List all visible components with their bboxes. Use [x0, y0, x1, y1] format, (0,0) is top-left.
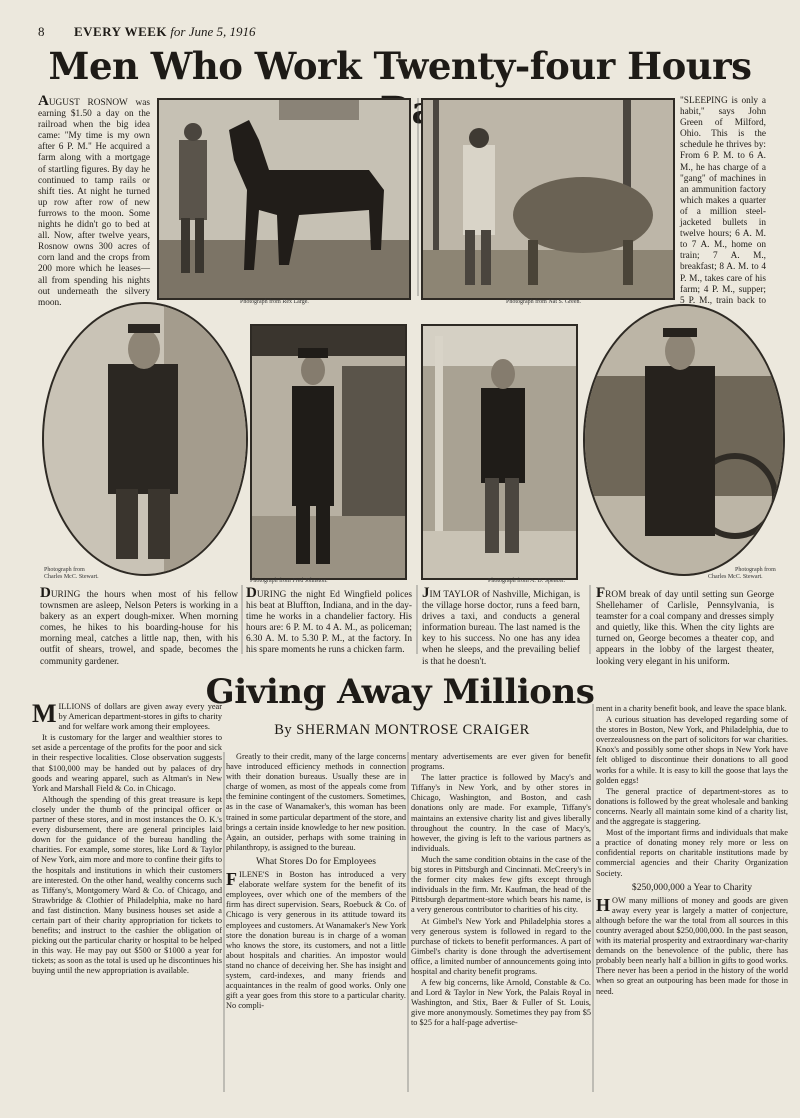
column1-para2: It is customary for the larger and wealthier stores to set aside a percentage of the profits for the poor and sick in their respective localities. Close observation suggests that $100,000 may be handed out by palaces of dry goods and wearing apparel, such as Altman's in New York and Marshall Field & Co. in Chicago. [32, 733, 222, 793]
credit-peters-line1: Photograph from [44, 567, 85, 573]
green-text: "SLEEPING is only a habit," says John Green of Milford, Ohio. This is the schedule he thrives by: From 6 P. M. to 6 A. M., he has charge of a "gang" of machines in an ammunition factory which makes a quarter of a million steel-jacketed bullets in twelve hours; 6 A. M. to 7 A. M., home on train; 7 A. M., breakfast; 8 A. M. to 4 P. M., takes care of his farm; 4 P. M., supper; 5 P. M., train back to [680, 96, 766, 306]
credit-taylor: Photograph from A. D. Spencer. [488, 578, 566, 584]
column4-para4: Most of the important firms and individuals that make a practice of donating money rely more or less on confidential reports on charitable institutions made by commercial agencies and their Charity Organization Society. [596, 828, 788, 878]
caption-shellehamer-dropcap: F [596, 585, 606, 601]
rosnow-text: UGUST ROSNOW was earning $1.50 a day on the railroad when the big idea came: "My time is my own after 6 P. M." He acquired a farm along with a mortgage of startling figures. By day he continued to tamp rails or shift ties. At night he turned up row after row of new furrows to the moon. Some nights he didn't go to bed at all. Now, after twelve years, Rosnow owns 300 acres of corn land and the crops from 200 more which he leases—all from spending his nights out underneath the silvery moon. [38, 98, 150, 308]
column3-para4: At Gimbel's New York and Philadelphia stores a very generous system is followed in regard to the purchase of tickets to benefit performances. A part of Gimbel's charity is done through the advertisement office, a limited number of announcements going into hospital and charity benefit programs. [411, 916, 591, 976]
column3-para1: mentary advertisements are ever given for benefit programs. [411, 752, 591, 772]
caption-peters-dropcap: D [40, 585, 51, 601]
column2-para2: ILENE'S in Boston has introduced a very elaborate welfare system for the benefit of its employees, over which one of the members of the firm has direct supervision. Sears, Roebuck & Co. of Chicago is very generous in its attitude toward its employees and customers. At Wanamaker's New York store the donation bureau is in charge of a woman who knows the store, its customers, and not a little about hospitals and charities. An impostor would stand no chance of deceiving her. She has insight and system, card-indexes, and many friends and acquaintances in the realm of good works. Only one gift a year goes from this store to a particular charity. No compli- [226, 870, 406, 1011]
column1-para3: Although the spending of this great treasure is kept closely under the thumb of the principal officer or partner of these stores, and in most instances the O. K.'s every disbursement, there are general principles laid down for the guidance of the bureau handling the charities. For example, some stores, like Lord & Taylor of New York, aim more and more to confine their gifts to the hospitals and institutions in which their customers are interested. On the other hand, wealthy concerns such as Tiffany's, Montgomery Ward & Co. of Chicago, and Strawbridge & Clothier of Philadelphia, make no hard and fast distinction. Many business houses set aside a certain part of their charity appropriation for tickets to benefits; and instruct to the cashier the obligation of picking out the particular charity or hospital to be helped in this way. He may pay out $500 or $1000 a year for tickets; as soon as the total is used up he discontinues his buying until the new appropriation is available. [32, 794, 222, 976]
feature-title-men-who-work: Men Who Work Twenty-four Hours [48, 44, 752, 88]
column3-para2: The latter practice is followed by Macy's and Tiffany's in New York, and by other stores in Chicago, Washington, and Boston, and cash donations only are made. For example, Tiffany's maintains an extensive charity list and gives liberally throughout the country. In the case of Macy's, however, the giving is left to the various partners as individuals. [411, 773, 591, 853]
magazine-name: EVERY WEEK [74, 24, 168, 39]
caption-wingfield-text: URING the night Ed Wingfield polices his beat at Bluffton, Indiana, and in the day-time he works in a chandelier factory. His hours are: 6 P. M. to 4 A. M., as policeman; 6.30 A. M. to 5.30 P. M., at the factory. In his spare moments he runs a chicken farm. [246, 590, 412, 656]
caption-taylor-text: IM TAYLOR of Nashville, Michigan, is the village horse doctor, runs a feed barn, drives a taxi, and conducts a general information bureau. The last named is the key to his success. No one has any idea when he sleeps, and the prevailing belief is that he doesn't. [422, 590, 580, 667]
credit-shellehamer-line1: Photograph from [735, 567, 776, 573]
credit-wingfield: Photograph from Fred Johnston. [250, 578, 328, 584]
subhead-employees: What Stores Do for Employees [256, 855, 376, 867]
column3-para5: A few big concerns, like Arnold, Constable & Co. and Lord & Taylor in New York, the Palais Royal in Washington, and Stix, Baer & Fuller of St. Louis, give more anonymously. Sometimes they pay from $5 to $25 for a half-page advertise- [411, 978, 591, 1028]
credit-peters-line2: Charles McC. Stewart. [44, 574, 99, 580]
column2-para1: Greatly to their credit, many of the large concerns have introduced efficiency methods in connection with their donation bureaus. Usually these are in charge of women, as most of the appeals come from the feminine contingent of the customers. Sometimes, as in the case of Wanamaker's, this woman has been trained in some particular department of the store, and brings a certain inside knowledge to her new position. Again, an outsider, perhaps with some training in philanthropy, is assigned to the bureau. [226, 752, 406, 852]
credit-horse: Photograph from Rex Large. [240, 299, 309, 305]
byline: By SHERMAN MONTROSE CRAIGER [274, 722, 530, 738]
rosnow-dropcap: A [38, 93, 49, 109]
caption-peters-text: URING the hours when most of his fellow townsmen are asleep, Nelson Peters is working in a bakery as an expert dough-mixer. When morning comes, he hikes to his boarding-house for his morning meal, catches a little nap, then, with his outfit of shears, trowel, and spade, becomes the community gardener. [40, 590, 238, 667]
column4-dropcap: H [596, 894, 611, 915]
column2-dropcap: F [226, 869, 237, 890]
column3-para3: Much the same condition obtains in the case of the big stores in Pittsburgh and Cincinnati. McCreery's in the former city makes few gifts except through individuals in the firm. Mr. Kaufman, the head of the Pittsburgh department-store which bears his name, is a very generous contributor to charities of his city. [411, 854, 591, 915]
column4-para3: The general practice of department-stores as to donations is followed by the great wholesale and banking concerns. Nearly all maintain some kind of a charity list, and the aggregate is staggering. [596, 786, 788, 827]
credit-shellehamer-line2: Charles McC. Stewart. [708, 574, 763, 580]
caption-taylor-dropcap: J [422, 585, 430, 601]
page-number: 8 [38, 24, 45, 39]
column1-dropcap: M [32, 699, 57, 728]
issue-date: for June 5, 1916 [170, 24, 256, 39]
credit-cow: Photograph from Nat S. Green. [506, 299, 581, 305]
column1-para1: ILLIONS of dollars are given away every year by American department-stores in gifts to charity and for welfare work among their employees. [58, 702, 222, 732]
column4-para1: ment in a charity benefit book, and leave the space blank. [596, 704, 787, 713]
subhead-charity-total: $250,000,000 a Year to Charity [631, 881, 753, 893]
feature-title-giving-away-millions: Giving Away Millions [205, 672, 595, 712]
caption-shellehamer-text: ROM break of day until setting sun George Shellehamer of Carlisle, Pennsylvania, is teamster for a coal company and dresses simply and quietly, like this. When the city lights are turned on, George becomes a theater cop, and appears in the lobby of the largest theater, looking very elegant in his uniform. [596, 590, 774, 667]
column4-para5: OW many millions of money and goods are given away every year is largely a matter of conjecture, although before the war the total from all sources in this country averaged about $250,000,000. In the past season, with its material prosperity and extraordinary war-charity demands on the benevolence of the public, there has probably been nearly half a billion in gifts to good works. There never has been a period in the history of the world when so great an outpouring has been made for those in need. [596, 895, 788, 996]
column4-para2: A curious situation has developed regarding some of the stores in Boston, New York, and Philadelphia, due to overzealousness on the part of solicitors for war charities. Knox's and possibly some other shops in New York have felt obliged to discontinue their donations to all good works for a while. It is easy to kill the goose that lays the golden eggs! [596, 715, 788, 785]
caption-wingfield-dropcap: D [246, 585, 257, 601]
